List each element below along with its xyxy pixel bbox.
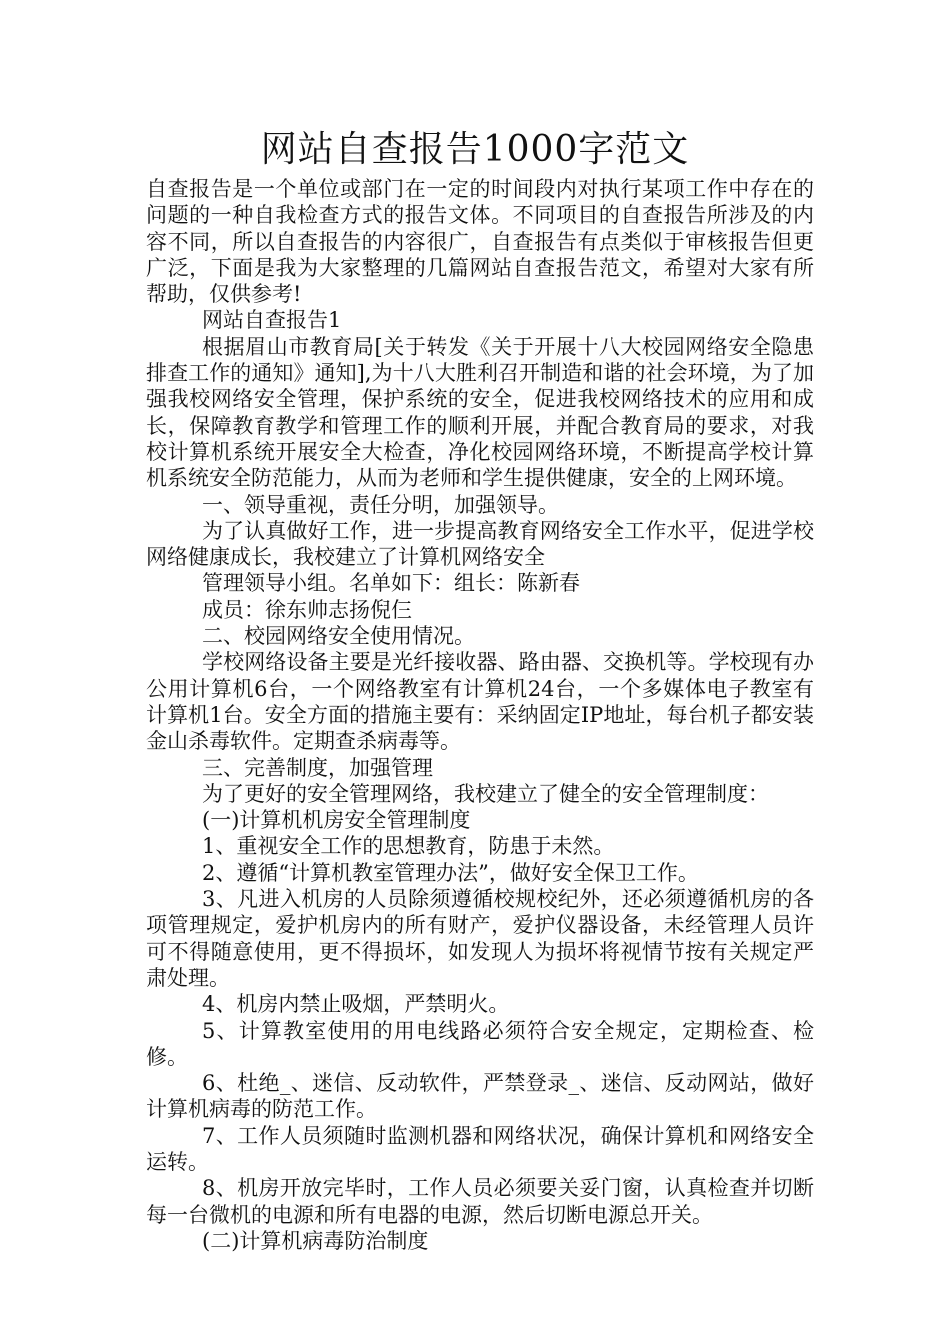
paragraph: (二)计算机病毒防治制度 xyxy=(202,1228,429,1253)
paragraph: (一)计算机机房安全管理制度 xyxy=(202,808,471,833)
paragraph: 学校网络设备主要是光纤接收器、路由器、交换机等。学校现有办公用计算机6台，一个网络教室有计算机24台，一个多媒体电子教室有计算机1台。安全方面的措施主要有：采纳固定IP地址，每台机子都安装金山杀毒软件。定期查杀病毒等。 xyxy=(146,650,814,754)
paragraph: 6、杜绝_、迷信、反动软件，严禁登录_、迷信、反动网站，做好计算机病毒的防范工作。 xyxy=(146,1071,814,1122)
paragraph: 二、校园网络安全使用情况。 xyxy=(202,624,475,649)
paragraph: 为了认真做好工作，进一步提高教育网络安全工作水平，促进学校网络健康成长，我校建立了计算机网络安全 xyxy=(146,518,814,570)
paragraph: 7、工作人员须随时监测机器和网络状况，确保计算机和网络安全运转。 xyxy=(146,1123,814,1174)
document-title: 网站自查报告1000字范文 xyxy=(260,129,690,170)
paragraph: 为了更好的安全管理网络，我校建立了健全的安全管理制度： xyxy=(202,781,769,806)
paragraph: 1、重视安全工作的思想教育，防患于未然。 xyxy=(202,834,615,859)
paragraph: 成员：徐东帅志扬倪仨 xyxy=(202,597,412,622)
paragraph: 5、计算教室使用的用电线路必须符合安全规定，定期检查、检修。 xyxy=(146,1018,814,1069)
paragraph: 2、遵循“计算机教室管理办法”，做好安全保卫工作。 xyxy=(202,860,699,885)
paragraph: 8、机房开放完毕时，工作人员必须要关妥门窗，认真检查并切断每一台微机的电源和所有电器的电源，然后切断电源总开关。 xyxy=(146,1176,814,1227)
paragraph: 网站自查报告1 xyxy=(202,308,342,333)
paragraph: 根据眉山市教育局[关于转发《关于开展十八大校园网络安全隐患排查工作的通知》通知],为十八大胜利召开制造和谐的社会环境，为了加强我校网络安全管理，保护系统的安全，促进我校网络技术的应用和成长，保障教育教学和管理工作的顺利开展，并配合教育局的要求，对我校计算机系统开展安全大检查，净化校园网络环境，不断提高学校计算机系统安全防范能力，从而为老师和学生提供健康，安全的上网环境。 xyxy=(146,334,814,491)
document-body xyxy=(146,176,814,1254)
paragraph: 管理领导小组。名单如下：组长：陈新春 xyxy=(202,571,580,596)
paragraph: 自查报告是一个单位或部门在一定的时间段内对执行某项工作中存在的问题的一种自我检查方式的报告文体。不同项目的自查报告所涉及的内容不同，所以自查报告的内容很广，自查报告有点类似于审核报告但更广泛，下面是我为大家整理的几篇网站自查报告范文，希望对大家有所帮助，仅供参考! xyxy=(146,177,814,307)
paragraph: 3、凡进入机房的人员除须遵循校规校纪外，还必须遵循机房的各项管理规定，爱护机房内的所有财产，爱护仪器设备，未经管理人员许可不得随意使用，更不得损坏，如发现人为损坏将视情节按有关规定严肃处理。 xyxy=(146,887,814,990)
paragraph: 三、完善制度，加强管理 xyxy=(202,755,433,780)
paragraph: 一、领导重视，责任分明，加强领导。 xyxy=(202,492,559,517)
paragraph: 4、机房内禁止吸烟，严禁明火。 xyxy=(202,992,510,1017)
